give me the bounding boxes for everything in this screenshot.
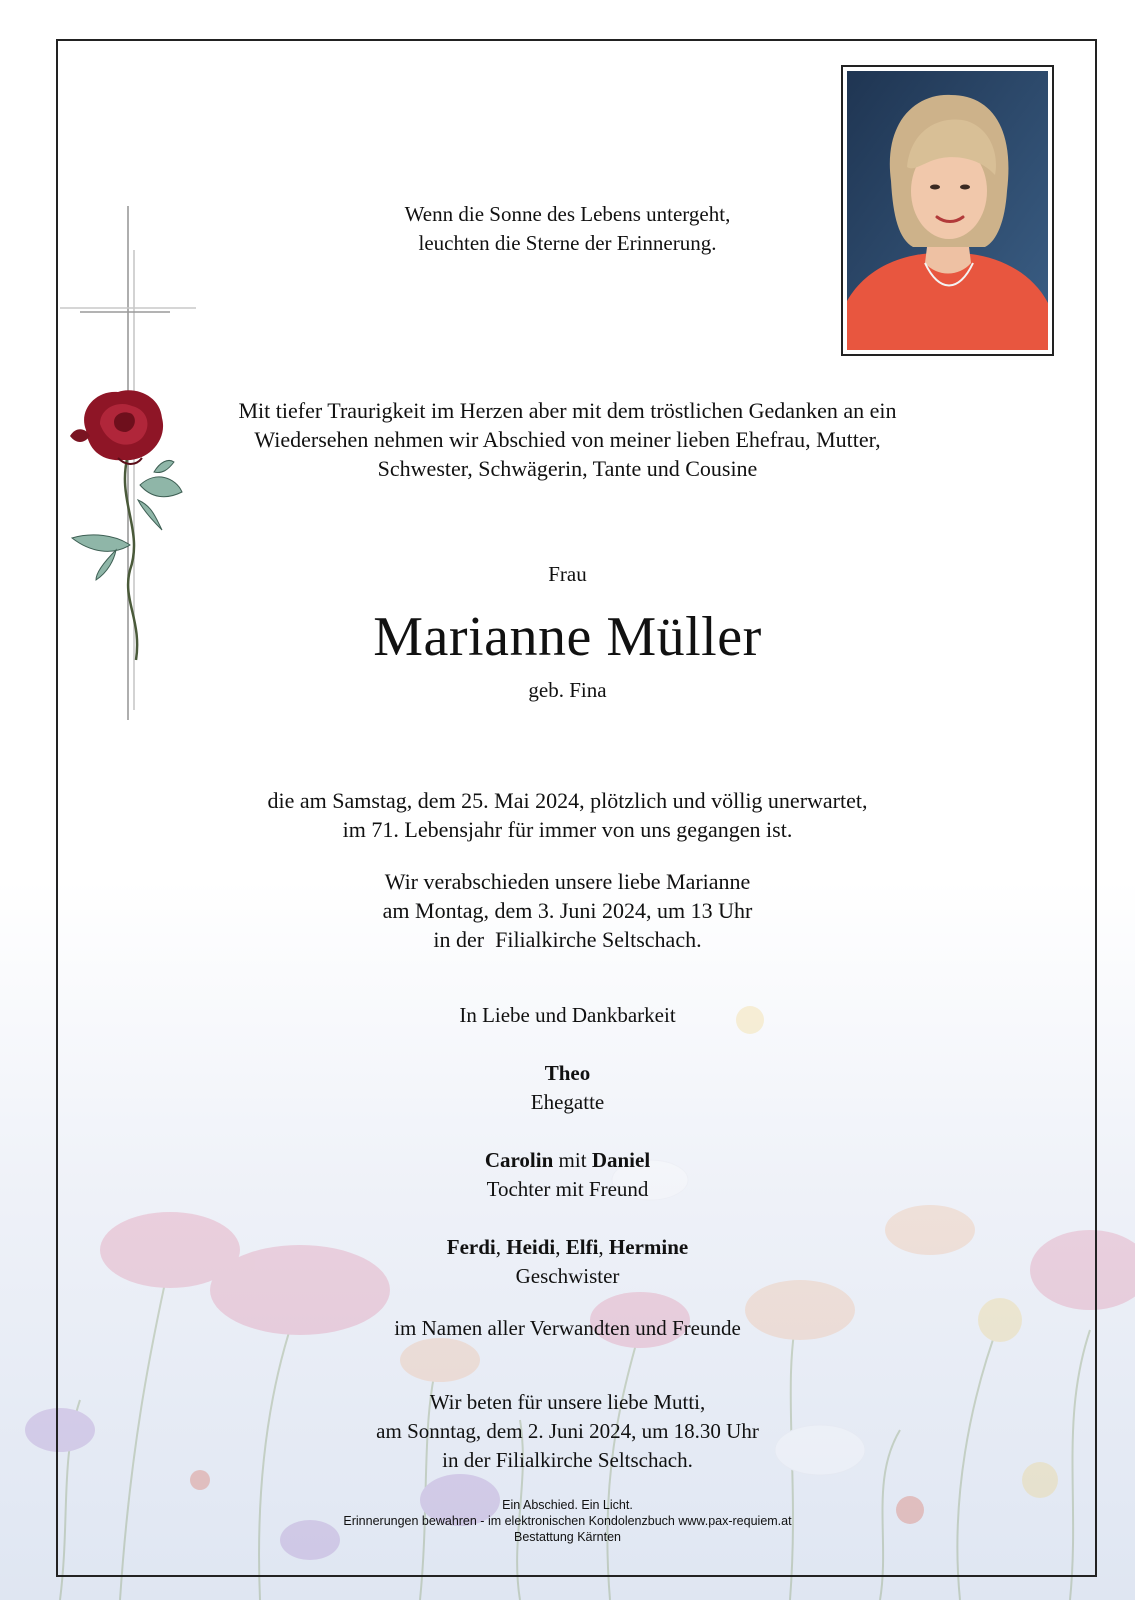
daughter-role: Tochter mit Freund bbox=[486, 1177, 649, 1201]
sibling-name: Heidi bbox=[506, 1235, 556, 1259]
intro-line-3: Schwester, Schwägerin, Tante und Cousine bbox=[377, 456, 758, 481]
intro-line-1: Mit tiefer Traurigkeit im Herzen aber mit dem tröstlichen Gedanken an ein bbox=[238, 398, 897, 423]
daughter-name: Carolin bbox=[484, 1148, 554, 1172]
mourners-closing: im Namen aller Verwandten und Freunde bbox=[394, 1316, 741, 1340]
prayer-line-2: am Sonntag, dem 2. Juni 2024, um 18.30 Uhr bbox=[376, 1419, 759, 1443]
intro-line-2: Wiedersehen nehmen wir Abschied von meiner lieben Ehefrau, Mutter, bbox=[254, 427, 881, 452]
mourner-spouse bbox=[0, 1059, 1135, 1117]
motto-line-1: Wenn die Sonne des Lebens untergeht, bbox=[404, 202, 731, 226]
funeral-line-2: am Montag, dem 3. Juni 2024, um 13 Uhr bbox=[382, 898, 753, 923]
footer bbox=[0, 1497, 1135, 1545]
siblings-separator: , bbox=[598, 1235, 609, 1259]
birth-name: geb. Fina bbox=[528, 678, 607, 702]
motto bbox=[0, 200, 1135, 258]
death-notice-line-1: die am Samstag, dem 25. Mai 2024, plötzlich und völlig unerwartet, bbox=[267, 788, 868, 813]
sibling-name: Hermine bbox=[608, 1235, 689, 1259]
siblings-separator: , bbox=[555, 1235, 566, 1259]
prayer-details bbox=[0, 1388, 1135, 1475]
footer-line-1: Ein Abschied. Ein Licht. bbox=[502, 1498, 633, 1512]
salutation: Frau bbox=[548, 562, 587, 586]
prayer-line-3: in der Filialkirche Seltschach. bbox=[442, 1448, 693, 1472]
mourner-siblings bbox=[0, 1233, 1135, 1291]
funeral-line-3: in der Filialkirche Seltschach. bbox=[433, 927, 702, 952]
footer-line-2: Erinnerungen bewahren - im elektronischen Kondolenzbuch www.pax-requiem.at bbox=[343, 1514, 792, 1528]
death-notice bbox=[0, 786, 1135, 844]
funeral-line-1: Wir verabschieden unsere liebe Marianne bbox=[384, 869, 751, 894]
funeral-details bbox=[0, 867, 1135, 954]
spouse-role: Ehegatte bbox=[530, 1090, 605, 1114]
spouse-name: Theo bbox=[544, 1061, 591, 1085]
mourners-heading: In Liebe und Dankbarkeit bbox=[459, 1003, 676, 1027]
sibling-name: Ferdi bbox=[446, 1235, 496, 1259]
death-notice-line-2: im 71. Lebensjahr für immer von uns gegangen ist. bbox=[342, 817, 793, 842]
intro-text bbox=[0, 396, 1135, 483]
motto-line-2: leuchten die Sterne der Erinnerung. bbox=[418, 231, 717, 255]
deceased-name: Marianne Müller bbox=[373, 606, 762, 668]
prayer-line-1: Wir beten für unsere liebe Mutti, bbox=[429, 1390, 706, 1414]
siblings-role: Geschwister bbox=[515, 1264, 620, 1288]
sibling-name: Elfi bbox=[565, 1235, 599, 1259]
partner-name: Daniel bbox=[591, 1148, 651, 1172]
mourner-daughter bbox=[0, 1146, 1135, 1204]
footer-line-3: Bestattung Kärnten bbox=[513, 1530, 622, 1544]
siblings-separator: , bbox=[495, 1235, 507, 1259]
connector-word: mit bbox=[558, 1148, 587, 1172]
